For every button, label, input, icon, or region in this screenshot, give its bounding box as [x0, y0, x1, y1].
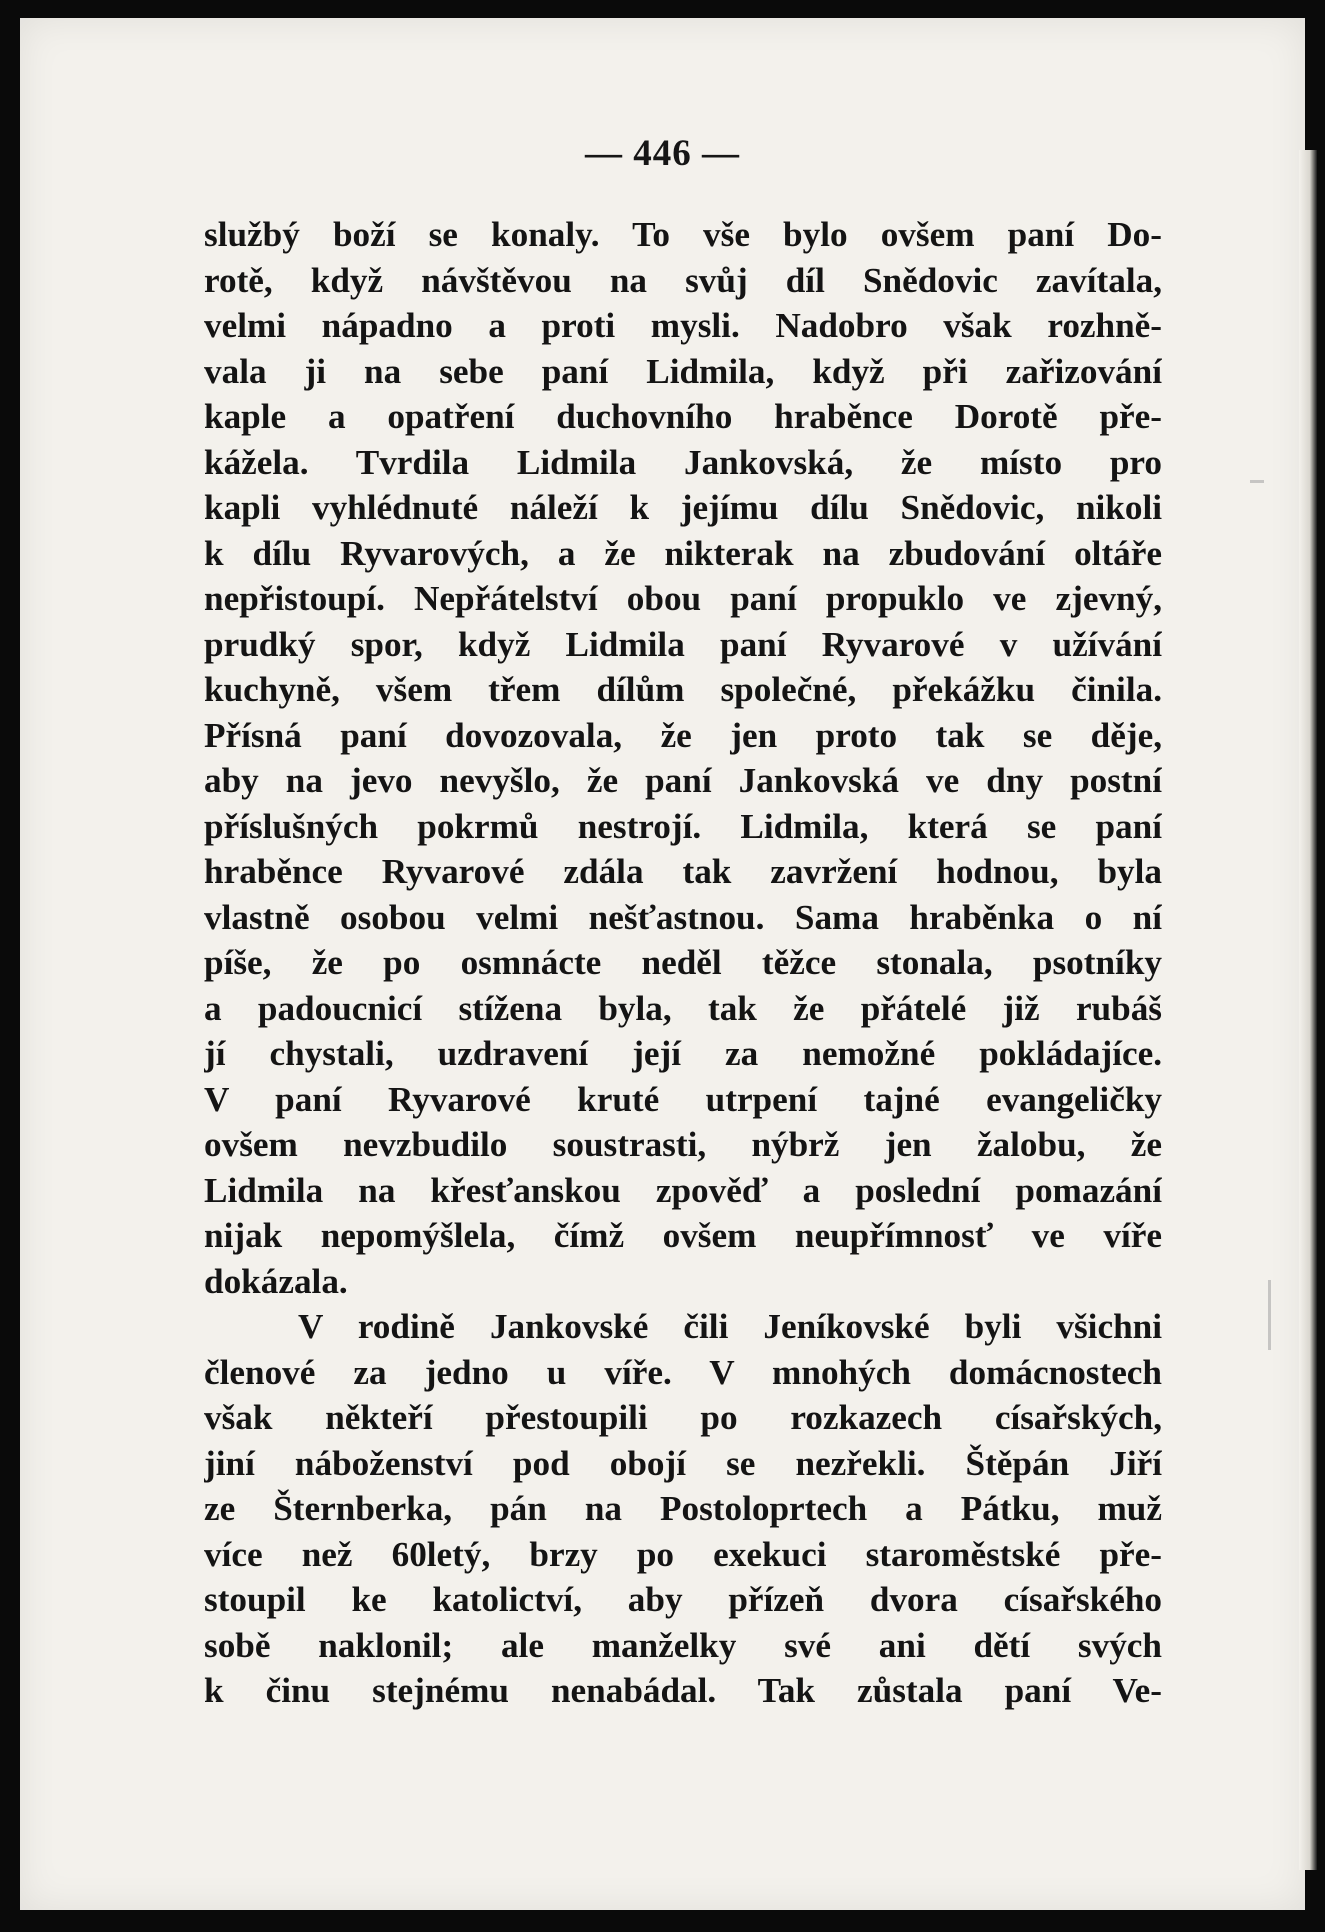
text-line: vala ji na sebe paní Lidmila, když při zařizování	[204, 351, 1162, 391]
text-line: stoupil ke katolictví, aby přízeň dvora císařského	[204, 1580, 1162, 1619]
text-line: příslušných pokrmů nestrojí. Lidmila, která se paní	[204, 806, 1162, 846]
text-line: aby na jevo nevyšlo, že paní Jankovská ve dny postní	[204, 761, 1162, 800]
text-line: Lidmila na křesťanskou zpověď a poslední pomazání	[204, 1170, 1162, 1210]
text-line: ze Šternberka, pán na Postoloprtech a Pátku, muž	[204, 1489, 1162, 1528]
text-line: kuchyně, všem třem dílům společné, překážku činila.	[204, 670, 1162, 709]
text-line: prudký spor, když Lidmila paní Ryvarové v užívání	[204, 624, 1162, 664]
text-line: kaple a opatření duchovního hraběnce Dorotě pře-	[204, 397, 1162, 436]
text-line: velmi nápadno a proti mysli. Nadobro však rozhně-	[204, 306, 1162, 345]
text-line: však někteří přestoupili po rozkazech císařských,	[204, 1398, 1162, 1437]
paragraph-2	[204, 1304, 1162, 1714]
text-line: více než 60letý, brzy po exekuci staroměstské pře-	[204, 1534, 1162, 1574]
text-line: nepřistoupí. Nepřátelství obou paní propuklo ve zjevný,	[204, 579, 1162, 618]
text-line: ovšem nevzbudilo soustrasti, nýbrž jen žalobu, že	[204, 1125, 1162, 1164]
text-line: V rodině Jankovské čili Jeníkovské byli všichni	[298, 1307, 1162, 1346]
text-line: rotě, když návštěvou na svůj díl Snědovic zavítala,	[204, 260, 1162, 300]
text-line: a padoucnicí stížena byla, tak že přátelé již rubáš	[204, 988, 1162, 1028]
text-line: V paní Ryvarové kruté utrpení tajné evangeličky	[204, 1079, 1162, 1119]
text-line: jí chystali, uzdravení její za nemožné pokládajíce.	[204, 1034, 1162, 1073]
page-edge-shadow	[1299, 150, 1317, 1870]
scan-speck	[1250, 480, 1264, 483]
text-line: Přísná paní dovozovala, že jen proto tak se děje,	[204, 715, 1162, 755]
text-line: hraběnce Ryvarové zdála tak zavržení hodnou, byla	[204, 852, 1162, 891]
body-text	[204, 212, 1162, 1714]
text-line: sobě naklonil; ale manželky své ani dětí svých	[204, 1625, 1162, 1665]
page-number: — 446 —	[585, 133, 740, 174]
text-line: službý boží se konaly. To vše bylo ovšem paní Do-	[204, 215, 1162, 254]
text-line: kážela. Tvrdila Lidmila Jankovská, že místo pro	[204, 442, 1162, 482]
text-line: členové za jedno u víře. V mnohých domácnostech	[204, 1352, 1162, 1392]
scan-speck	[1268, 1280, 1271, 1350]
text-line: k činu stejnému nenabádal. Tak zůstala paní Ve-	[204, 1671, 1162, 1710]
text-line: vlastně osobou velmi nešťastnou. Sama hraběnka o ní	[204, 897, 1162, 937]
text-line: nijak nepomýšlela, čímž ovšem neupřímnosť ve víře	[204, 1216, 1162, 1255]
text-line: dokázala.	[204, 1261, 348, 1301]
text-line: k dílu Ryvarových, a že nikterak na zbudování oltáře	[204, 533, 1162, 573]
text-line: píše, že po osmnácte neděl těžce stonala, psotníky	[204, 943, 1162, 982]
paragraph-1	[204, 212, 1162, 1304]
text-line: jiní náboženství pod obojí se nezřekli. Štěpán Jiří	[204, 1443, 1162, 1483]
text-line: kapli vyhlédnuté náleží k jejímu dílu Snědovic, nikoli	[204, 488, 1162, 527]
